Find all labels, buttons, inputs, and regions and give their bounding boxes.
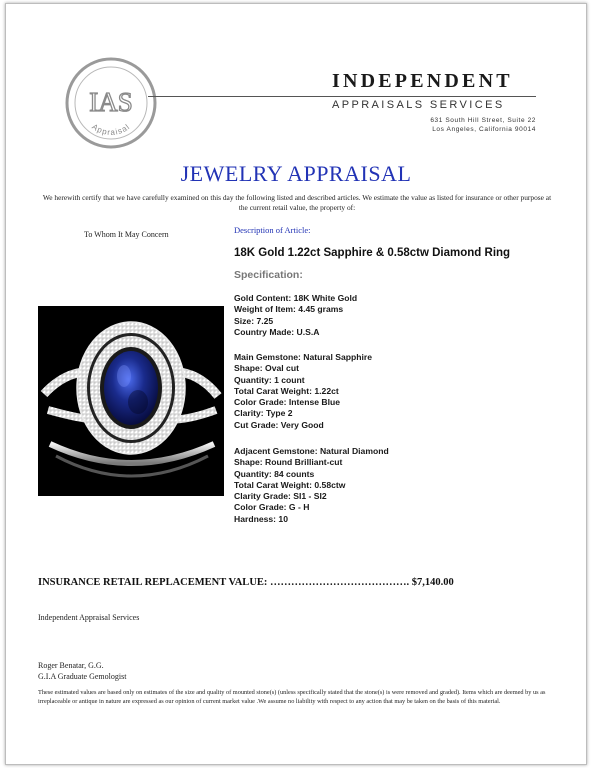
recipient: To Whom It May Concern [84,230,169,239]
spec-row: Total Carat Weight: 0.58ctw [234,479,346,490]
header-divider [148,96,536,97]
insurance-value-amount: $7,140.00 [409,577,454,588]
spec-row: Main Gemstone: Natural Sapphire [234,352,373,362]
insurance-value-label: INSURANCE RETAIL REPLACEMENT VALUE: [38,577,268,588]
spec-row: Size: 7.25 [234,315,274,326]
document-title: JEWELRY APPRAISAL [180,161,412,186]
spec-row: Gold Content: 18K White Gold [234,293,358,303]
spec-row: Shape: Round Brilliant-cut [234,457,343,468]
certification-statement: We herewith certify that we have carefully examined on this day the following listed and described articles. We estimate the value as listed for insurance or other purpose at the current retail value, the property of: [42,193,552,212]
spec-row: Total Carat Weight: 1.22ct [234,385,339,396]
spec-row: Hardness: 10 [234,513,288,524]
spec-row: Weight of Item: 4.45 grams [234,304,344,315]
signer-name: Roger Benatar, G.G. [38,661,104,670]
address-line-1: 631 South Hill Street, Suite 22 [430,117,536,124]
spec-row: Country Made: U.S.A [234,326,320,337]
logo-monogram: IAS [89,87,133,117]
spec-row: Color Grade: G - H [234,502,310,513]
spec-row: Adjacent Gemstone: Natural Diamond [234,446,389,456]
sapphire-diamond-halo-ring-photo [38,306,224,496]
signer-title: G.I.A Graduate Gemologist [38,672,127,681]
adjacent-gemstone-spec-group [234,446,389,525]
disclaimer-text: These estimated values are based only on estimates of the size and quality of mounted stone(s) (unless specifically stated that the stone(s) is were removed and graded). Items which are deemed by us as irreplaceable or antique in nature are expressed as our opinion of current market value .We assume no liability with respect to any action that may be taken on the basis of this material. [38,689,546,705]
spec-row: Clarity Grade: SI1 - SI2 [234,491,327,502]
specification-label: Specification: [234,269,303,281]
insurance-value-line [38,577,454,588]
value-leader-dots: …………………………………. [267,577,410,588]
logo-ring-text: Appraisal [90,122,132,138]
ias-logo-seal [64,56,158,150]
company-name: INDEPENDENT [332,70,513,92]
description-label: Description of Article: [234,225,311,235]
metal-spec-group [234,293,357,338]
address-line-2: Los Angeles, California 90014 [432,126,536,133]
spec-row: Cut Grade: Very Good [234,419,324,430]
spec-row: Quantity: 1 count [234,374,305,385]
spec-row: Color Grade: Intense Blue [234,397,341,408]
company-subtitle: APPRAISALS SERVICES [332,99,505,111]
spec-row: Quantity: 84 counts [234,468,315,479]
signoff-company: Independent Appraisal Services [38,613,140,622]
spec-row: Shape: Oval cut [234,363,299,374]
spec-row: Clarity: Type 2 [234,408,293,419]
main-gemstone-spec-group [234,352,372,431]
article-title: 18K Gold 1.22ct Sapphire & 0.58ctw Diamond Ring [234,247,511,259]
